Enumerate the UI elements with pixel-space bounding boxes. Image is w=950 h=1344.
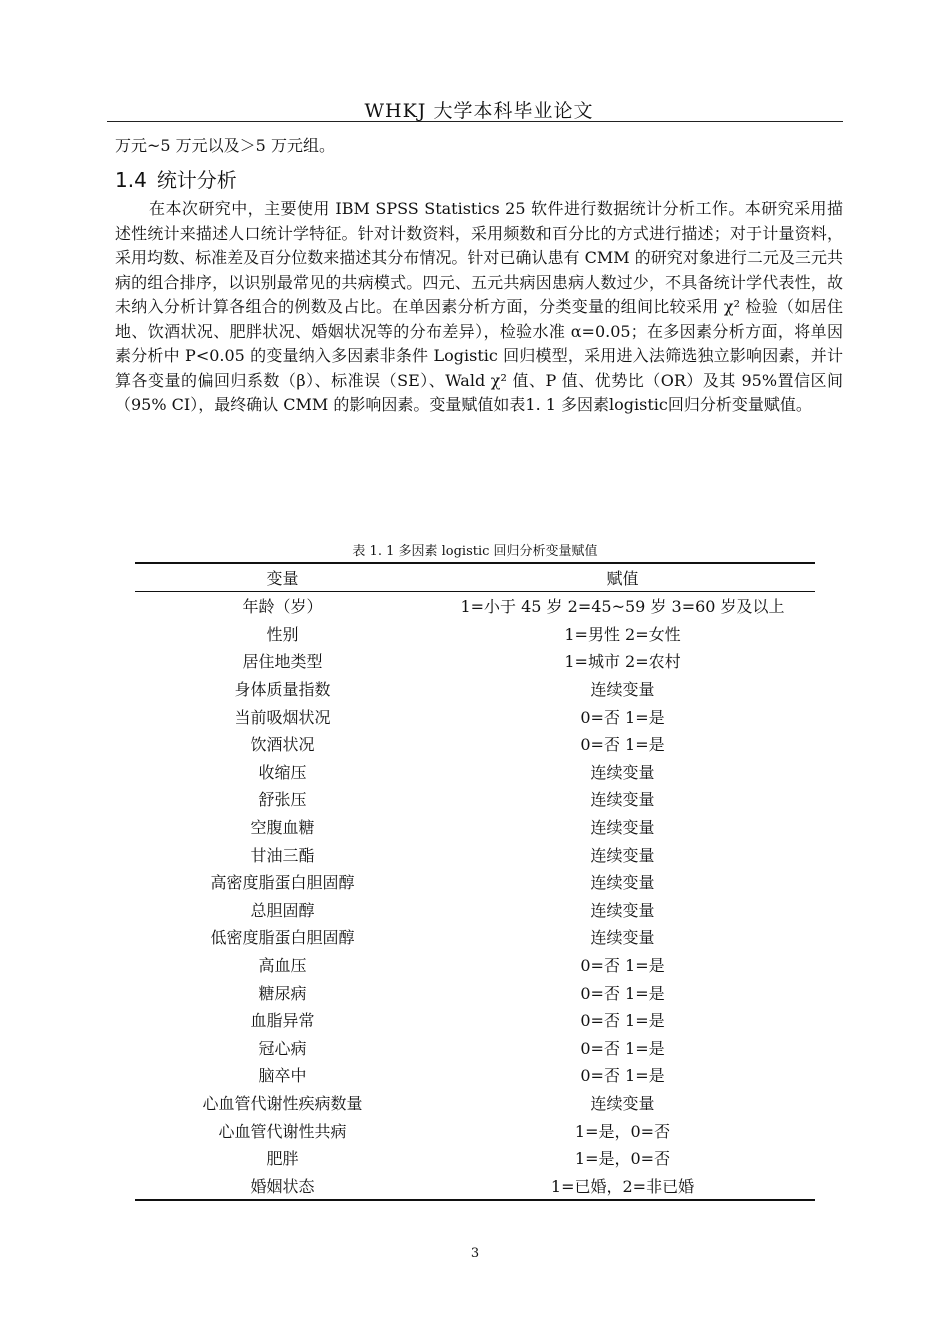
- variable-cell: 甘油三酯: [250, 845, 315, 865]
- variable-cell: 糖尿病: [258, 983, 307, 1003]
- variable-cell: 脑卒中: [258, 1066, 307, 1086]
- page-number: 3: [470, 1246, 480, 1261]
- assignment-cell: 连续变量: [590, 900, 655, 920]
- assignment-cell: 1=是，0=否: [574, 1121, 671, 1141]
- variable-cell: 心血管代谢性共病: [218, 1121, 347, 1141]
- table-row: [135, 813, 815, 841]
- variable-cell: 高血压: [258, 956, 307, 976]
- assignment-cell: 连续变量: [590, 1093, 655, 1113]
- assignment-cell: 0=否 1=是: [580, 735, 665, 755]
- header-assignment: 赋值: [430, 563, 815, 592]
- assignment-cell: 0=否 1=是: [580, 1038, 665, 1058]
- assignment-cell: 连续变量: [590, 680, 655, 700]
- table-row: [135, 1089, 815, 1117]
- page-header: WHKJ 大学本科毕业论文: [364, 100, 594, 122]
- assignment-cell: 连续变量: [590, 818, 655, 838]
- variable-cell: 肥胖: [266, 1149, 299, 1169]
- table-row: [135, 647, 815, 675]
- assignment-cell: 0=否 1=是: [580, 956, 665, 976]
- variable-cell: 饮酒状况: [250, 735, 315, 755]
- table-row: [135, 702, 815, 730]
- assignment-cell: 0=否 1=是: [580, 983, 665, 1003]
- variable-cell: 高密度脂蛋白胆固醇: [210, 873, 355, 893]
- header-variable: 变量: [135, 563, 430, 592]
- section-number: 1.4: [115, 168, 147, 192]
- variable-cell: 性别: [266, 624, 299, 644]
- variable-cell: 婚姻状态: [135, 1171, 430, 1200]
- assignment-cell: 连续变量: [590, 845, 655, 865]
- variable-assignment-table: [135, 562, 815, 1201]
- assignment-cell: 1=城市 2=农村: [564, 652, 681, 672]
- table-caption: 表 1. 1 多因素 logistic 回归分析变量赋值: [352, 544, 598, 559]
- variable-cell: 心血管代谢性疾病数量: [202, 1093, 363, 1113]
- assignment-cell: 1=男性 2=女性: [564, 624, 681, 644]
- variable-cell: 血脂异常: [250, 1011, 315, 1031]
- variable-cell: 冠心病: [258, 1038, 307, 1058]
- table-row: [135, 1116, 815, 1144]
- variable-cell: 年龄（岁）: [242, 597, 323, 617]
- table-row: [135, 923, 815, 951]
- assignment-cell: 1=小于 45 岁 2=45~59 岁 3=60 岁及以上: [460, 597, 785, 617]
- table-row: [135, 1006, 815, 1034]
- variable-cell: 舒张压: [258, 790, 307, 810]
- table-row: [135, 758, 815, 786]
- variable-cell: 居住地类型: [242, 652, 323, 672]
- variable-cell: 身体质量指数: [234, 680, 331, 700]
- table-row: [135, 840, 815, 868]
- assignment-cell: 连续变量: [590, 928, 655, 948]
- variable-cell: 低密度脂蛋白胆固醇: [210, 928, 355, 948]
- table-row: [135, 1144, 815, 1172]
- header-rule: [107, 121, 843, 122]
- section-heading: [115, 164, 237, 193]
- assignment-cell: 1=是，0=否: [574, 1149, 671, 1169]
- assignment-cell: 0=否 1=是: [580, 1011, 665, 1031]
- table-body: [135, 592, 815, 1201]
- variable-cell: 总胆固醇: [250, 900, 315, 920]
- table-row: [135, 730, 815, 758]
- assignment-cell: 0=否 1=是: [580, 1066, 665, 1086]
- table-row: [135, 896, 815, 924]
- table-row: [135, 868, 815, 896]
- table-row: [135, 978, 815, 1006]
- table-row: [135, 1034, 815, 1062]
- continuation-text: 万元~5 万元以及＞5 万元组。: [115, 136, 335, 155]
- table-row: [135, 1171, 815, 1200]
- assignment-cell: 1=已婚，2=非已婚: [430, 1171, 815, 1200]
- assignment-cell: 连续变量: [590, 762, 655, 782]
- body-paragraph: 在本次研究中，主要使用 IBM SPSS Statistics 25 软件进行数据统计分析工作。本研究采用描述性统计来描述人口统计学特征。针对计数资料，采用频数和百分比的方式进行描述；对于计量资料，采用均数、标准差及百分位数来描述其分布情况。针对已确认患有 CMM 的研究对象进行二元及三元共病的组合排序，以识别最常见的共病模式。四元、五元共病因患病人数过少，不具备统计学代表性，故未纳入分析计算各组合的例数及占比。在单因素分析方面，分类变量的组间比较采用 χ² 检验（如居住地、饮酒状况、肥胖状况、婚姻状况等的分布差异），检验水准 α=0.05；在多因素分析方面，将单因素分析中 P<0.05 的变量纳入多因素非条件 Logistic 回归模型，采用进入法筛选独立影响因素，并计算各变量的偏回归系数（β）、标准误（SE）、Wald χ² 值、P 值、优势比（OR）及其 95%置信区间（95% CI），最终确认 CMM 的影响因素。变量赋值如表1. 1 多因素logistic回归分析变量赋值。: [115, 199, 843, 414]
- table-row: [135, 785, 815, 813]
- table-header-row: [135, 563, 815, 592]
- variable-cell: 当前吸烟状况: [234, 707, 331, 727]
- variable-cell: 收缩压: [258, 762, 307, 782]
- assignment-cell: 连续变量: [590, 873, 655, 893]
- table-row: [135, 951, 815, 979]
- table-row: [135, 592, 815, 620]
- table-row: [135, 1061, 815, 1089]
- section-title: 统计分析: [156, 168, 237, 192]
- table-row: [135, 675, 815, 703]
- table-row: [135, 620, 815, 648]
- assignment-cell: 0=否 1=是: [580, 707, 665, 727]
- assignment-cell: 连续变量: [590, 790, 655, 810]
- variable-cell: 空腹血糖: [250, 818, 315, 838]
